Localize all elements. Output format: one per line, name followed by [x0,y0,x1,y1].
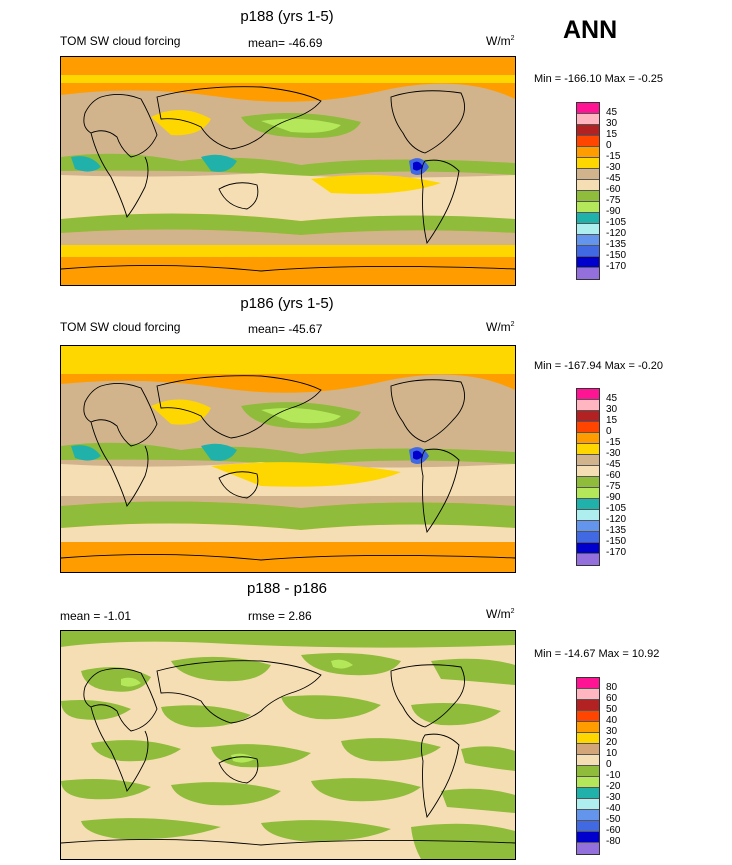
colorbar-tick-label: -90 [606,492,621,503]
colorbar-swatch [577,114,599,125]
colorbar-tick-label: -30 [606,448,621,459]
colorbar-swatch [577,125,599,136]
colorbar-tick-label: 40 [606,715,618,726]
colorbar-swatch [577,268,599,279]
colorbar-swatch [577,488,599,499]
colorbar-tick-label: -120 [606,514,627,525]
colorbar-swatch [577,455,599,466]
panel1-mean-label: mean= -46.69 [248,36,323,50]
colorbar-swatch [577,433,599,444]
colorbar-swatch [577,733,599,744]
colorbar-swatch [577,821,599,832]
colorbar-swatch [577,411,599,422]
colorbar-tick-label: -30 [606,162,621,173]
colorbar-tick-label: -120 [606,228,627,239]
panel2-map [60,345,516,573]
colorbar-swatch [577,799,599,810]
colorbar-tick-label: 60 [606,693,618,704]
colorbar-tick-label: -10 [606,770,621,781]
colorbar-swatch [577,810,599,821]
colorbar-tick-label: -75 [606,481,621,492]
colorbar-swatch [577,521,599,532]
colorbar-tick-label: -150 [606,536,627,547]
panel1-title: p188 (yrs 1-5) [240,8,334,25]
colorbar-tick-label: -150 [606,250,627,261]
colorbar-swatch [577,103,599,114]
colorbar-swatch [577,169,599,180]
panel1-map [60,56,516,286]
colorbar-tick-label: -40 [606,803,621,814]
colorbar-tick-label: 45 [606,393,618,404]
colorbar-tick-label: 50 [606,704,618,715]
colorbar-tick-label: 0 [606,426,612,437]
colorbar-swatch [577,689,599,700]
panel3-rmse-label: rmse = 2.86 [248,609,312,623]
colorbar-swatch [577,180,599,191]
colorbar-swatch [577,400,599,411]
colorbar-swatch [577,832,599,843]
colorbar-swatch [577,543,599,554]
colorbar-swatch [577,213,599,224]
colorbar-swatch [577,554,599,565]
colorbar-swatch [577,700,599,711]
colorbar-tick-label: -45 [606,459,621,470]
colorbar-tick-label: 0 [606,140,612,151]
colorbar-swatch [577,788,599,799]
colorbar-swatch [577,202,599,213]
colorbar-tick-label: -30 [606,792,621,803]
panel2-variable-label: TOM SW cloud forcing [60,320,181,334]
colorbar-tick-label: 30 [606,118,618,129]
panel2-units: $W/m^2$ [486,320,515,334]
colorbar-swatch [577,389,599,400]
colorbar-tick-label: 80 [606,682,618,693]
panel1-colorbar [576,102,600,280]
colorbar-swatch [577,147,599,158]
panel3-mean-label: mean = -1.01 [60,609,132,623]
panel3-map [60,630,516,860]
colorbar-swatch [577,158,599,169]
panel1-minmax: Min = -166.10 Max = -0.25 [534,73,664,85]
colorbar-swatch [577,510,599,521]
colorbar-swatch [577,136,599,147]
colorbar-tick-label: 10 [606,748,618,759]
colorbar-tick-label: 30 [606,726,618,737]
panel1-variable-label: TOM SW cloud forcing [60,34,181,48]
colorbar-tick-label: -170 [606,547,627,558]
colorbar-swatch [577,422,599,433]
colorbar-tick-label: -105 [606,217,627,228]
panel3-title: p188 - p186 [246,580,328,597]
colorbar-swatch [577,499,599,510]
panel2-title: p186 (yrs 1-5) [240,295,334,312]
panel3-colorbar [576,677,600,855]
colorbar-tick-label: 30 [606,404,618,415]
colorbar-swatch [577,477,599,488]
colorbar-swatch [577,744,599,755]
colorbar-tick-label: 45 [606,107,618,118]
colorbar-tick-label: -60 [606,825,621,836]
colorbar-tick-label: -90 [606,206,621,217]
colorbar-swatch [577,777,599,788]
colorbar-tick-label: 15 [606,415,618,426]
colorbar-swatch [577,444,599,455]
colorbar-tick-label: 0 [606,759,612,770]
colorbar-tick-label: -105 [606,503,627,514]
colorbar-tick-label: 20 [606,737,618,748]
colorbar-tick-label: -80 [606,836,621,847]
colorbar-tick-label: -135 [606,239,627,250]
colorbar-swatch [577,843,599,854]
colorbar-swatch [577,755,599,766]
panel1-units: $W/m^2$ [486,34,515,48]
colorbar-swatch [577,532,599,543]
colorbar-tick-label: -75 [606,195,621,206]
colorbar-tick-label: -170 [606,261,627,272]
colorbar-tick-label: -135 [606,525,627,536]
colorbar-swatch [577,678,599,689]
colorbar-tick-label: 15 [606,129,618,140]
colorbar-swatch [577,257,599,268]
panel2-minmax: Min = -167.94 Max = -0.20 [534,360,664,372]
colorbar-swatch [577,722,599,733]
panel3-minmax: Min = -14.67 Max = 10.92 [534,648,660,660]
season-label: ANN [563,16,618,44]
colorbar-swatch [577,466,599,477]
colorbar-swatch [577,235,599,246]
colorbar-swatch [577,246,599,257]
colorbar-swatch [577,711,599,722]
colorbar-tick-label: -45 [606,173,621,184]
colorbar-tick-label: -20 [606,781,621,792]
panel3-units: $W/m^2$ [486,607,515,621]
panel2-colorbar [576,388,600,566]
colorbar-tick-label: -15 [606,437,621,448]
panel2-mean-label: mean= -45.67 [248,322,323,336]
colorbar-tick-label: -15 [606,151,621,162]
colorbar-tick-label: -60 [606,470,621,481]
colorbar-swatch [577,766,599,777]
colorbar-swatch [577,191,599,202]
colorbar-swatch [577,224,599,235]
colorbar-tick-label: -50 [606,814,621,825]
colorbar-tick-label: -60 [606,184,621,195]
